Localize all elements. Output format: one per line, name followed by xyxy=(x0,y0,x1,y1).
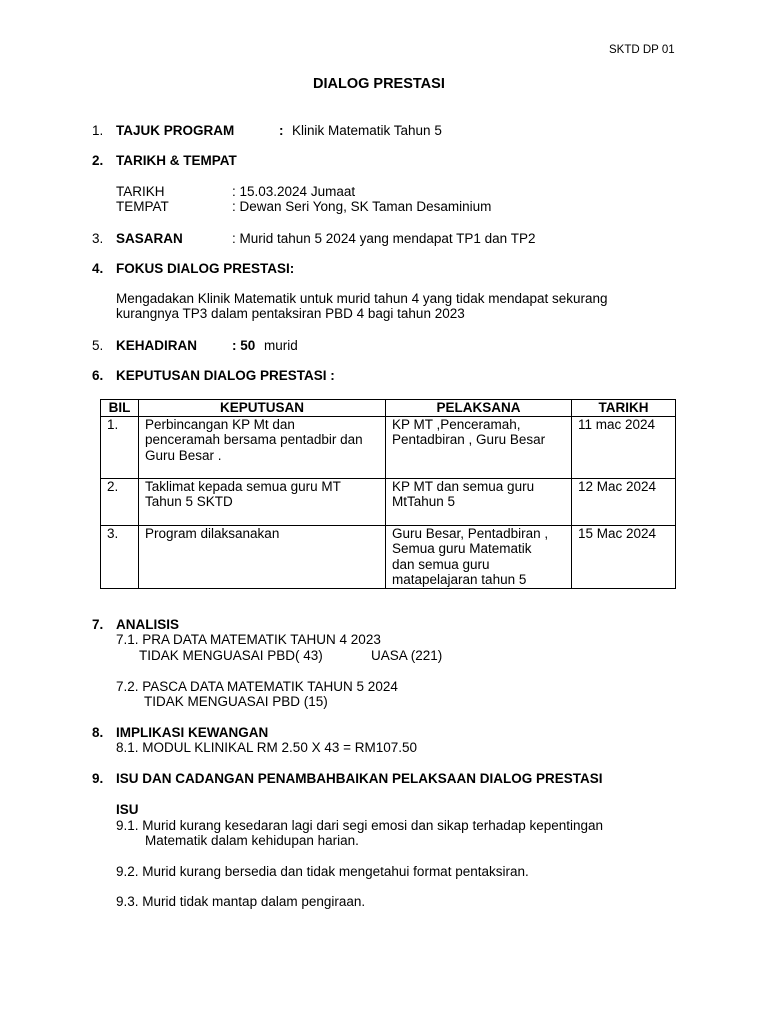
tempat-label: TEMPAT xyxy=(116,199,169,214)
cell-line: Program dilaksanakan xyxy=(145,525,280,541)
cell-line: MtTahun 5 xyxy=(392,494,456,509)
section-3-label: SASARAN xyxy=(116,231,183,246)
section-5-label: KEHADIRAN xyxy=(116,338,197,353)
cell-line: matapelajaran tahun 5 xyxy=(392,572,527,587)
section-1-value: Klinik Matematik Tahun 5 xyxy=(292,123,442,138)
header-tarikh: TARIKH xyxy=(572,400,676,417)
cell-bil: 3. xyxy=(101,525,139,588)
cell-tarikh: 12 Mac 2024 xyxy=(572,478,676,525)
tarikh-value: : 15.03.2024 Jumaat xyxy=(232,184,356,199)
section-1-label: TAJUK PROGRAM xyxy=(116,123,235,138)
table-header-row xyxy=(101,400,676,417)
tarikh-label: TARIKH xyxy=(116,184,165,199)
section-6-label: KEPUTUSAN DIALOG PRESTASI : xyxy=(116,368,335,383)
cell-line: Pentadbiran , Guru Besar xyxy=(392,432,546,447)
analisis-7-1-pbd: TIDAK MENGUASAI PBD( 43) xyxy=(139,648,323,663)
cell-tarikh: 11 mac 2024 xyxy=(572,416,676,478)
analisis-7-1-uasa: UASA (221) xyxy=(371,648,443,663)
section-8-number: 8. xyxy=(92,725,104,740)
cell-pelaksana xyxy=(386,416,572,478)
analisis-7-2-pbd: TIDAK MENGUASAI PBD (15) xyxy=(144,694,328,709)
section-8-label: IMPLIKASI KEWANGAN xyxy=(116,725,269,740)
section-3-number: 3. xyxy=(92,231,104,246)
section-4-label: FOKUS DIALOG PRESTASI: xyxy=(116,261,295,276)
cell-keputusan xyxy=(139,478,386,525)
cell-line: Guru Besar, Pentadbiran , xyxy=(392,525,549,541)
cell-pelaksana xyxy=(386,525,572,588)
page-title: DIALOG PRESTASI xyxy=(313,76,445,92)
table-row xyxy=(101,525,676,588)
section-2-number: 2. xyxy=(92,153,104,168)
cell-line: Perbincangan KP Mt dan xyxy=(145,416,295,432)
section-2-label: TARIKH & TEMPAT xyxy=(116,153,237,168)
kewangan-8-1: 8.1. MODUL KLINIKAL RM 2.50 X 43 = RM107.50 xyxy=(116,740,418,755)
cell-keputusan xyxy=(139,416,386,478)
section-5-number: 5. xyxy=(92,338,104,353)
section-9-number: 9. xyxy=(92,771,104,786)
document-code: SKTD DP 01 xyxy=(609,44,675,56)
header-bil: BIL xyxy=(101,400,139,417)
isu-heading: ISU xyxy=(116,802,139,817)
header-keputusan: KEPUTUSAN xyxy=(139,400,386,417)
tempat-value: : Dewan Seri Yong, SK Taman Desaminium xyxy=(232,199,492,214)
cell-line: KP MT dan semua guru xyxy=(392,478,535,494)
table-row xyxy=(101,416,676,478)
isu-9-2: 9.2. Murid kurang bersedia dan tidak mengetahui format pentaksiran. xyxy=(116,864,529,879)
decision-table xyxy=(100,399,676,589)
analisis-7-1: 7.1. PRA DATA MATEMATIK TAHUN 4 2023 xyxy=(116,632,381,647)
section-4-number: 4. xyxy=(92,261,104,276)
section-3-value: : Murid tahun 5 2024 yang mendapat TP1 dan TP2 xyxy=(232,231,536,246)
section-6-number: 6. xyxy=(92,368,104,383)
section-1-number: 1. xyxy=(92,123,104,138)
section-4-text-line-1: Mengadakan Klinik Matematik untuk murid tahun 4 yang tidak mendapat sekurang xyxy=(116,291,608,306)
cell-bil: 1. xyxy=(101,416,139,478)
section-9-label: ISU DAN CADANGAN PENAMBAHBAIKAN PELAKSAAN DIALOG PRESTASI xyxy=(116,771,603,786)
cell-line: Guru Besar . xyxy=(145,447,222,463)
cell-line: Tahun 5 SKTD xyxy=(145,494,233,509)
section-1-separator: : xyxy=(279,123,284,138)
section-5-unit: murid xyxy=(264,338,298,353)
analisis-7-2: 7.2. PASCA DATA MATEMATIK TAHUN 5 2024 xyxy=(116,679,398,694)
header-pelaksana: PELAKSANA xyxy=(386,400,572,417)
isu-9-1-line-2: Matematik dalam kehidupan harian. xyxy=(145,833,359,848)
cell-line: KP MT ,Penceramah, xyxy=(392,416,521,432)
cell-line: Semua guru Matematik xyxy=(392,541,532,556)
cell-line: Taklimat kepada semua guru MT xyxy=(145,478,341,494)
section-7-number: 7. xyxy=(92,617,104,632)
cell-bil: 2. xyxy=(101,478,139,525)
isu-9-1-line-1: 9.1. Murid kurang kesedaran lagi dari segi emosi dan sikap terhadap kepentingan xyxy=(116,818,604,833)
cell-tarikh: 15 Mac 2024 xyxy=(572,525,676,588)
section-5-value: : 50 xyxy=(232,338,256,353)
cell-keputusan xyxy=(139,525,386,588)
table-row xyxy=(101,478,676,525)
section-4-text-line-2: kurangnya TP3 dalam pentaksiran PBD 4 bagi tahun 2023 xyxy=(116,306,465,321)
isu-9-3: 9.3. Murid tidak mantap dalam pengiraan. xyxy=(116,894,366,909)
section-7-label: ANALISIS xyxy=(116,617,180,632)
cell-line: dan semua guru xyxy=(392,556,490,572)
cell-line: penceramah bersama pentadbir dan xyxy=(145,432,363,447)
cell-pelaksana xyxy=(386,478,572,525)
